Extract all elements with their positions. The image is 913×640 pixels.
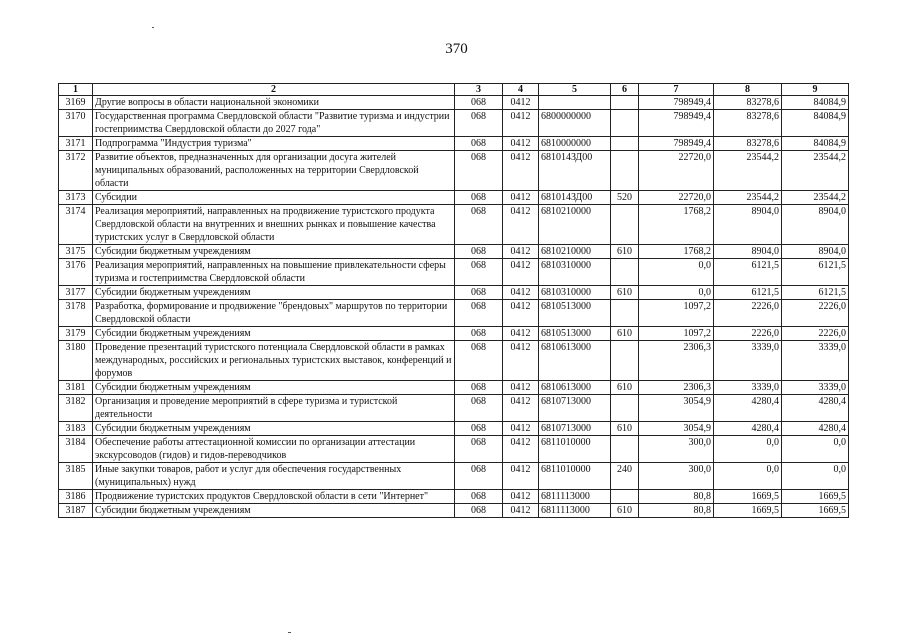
amount-col8: 3339,0	[714, 381, 782, 395]
header-cell: 4	[503, 84, 539, 96]
amount-col9: 23544,2	[782, 151, 849, 191]
amount-col8: 83278,6	[714, 96, 782, 110]
row-name: Организация и проведение мероприятий в сфере туризма и туристской деятельности	[93, 395, 455, 422]
amount-col7: 2306,3	[639, 341, 714, 381]
code-ministry: 068	[455, 504, 503, 518]
code-expense-type	[611, 110, 639, 137]
row-name: Продвижение туристских продуктов Свердловской области в сети "Интернет"	[93, 490, 455, 504]
row-number: 3169	[59, 96, 93, 110]
row-name: Проведение презентаций туристского потенциала Свердловской области в рамках международных, российских и региональных туристских выставок, конференций и форумов	[93, 341, 455, 381]
amount-col7: 1768,2	[639, 245, 714, 259]
code-target: 681014ЗД00	[539, 151, 611, 191]
amount-col8: 2226,0	[714, 327, 782, 341]
amount-col7: 300,0	[639, 463, 714, 490]
row-number: 3183	[59, 422, 93, 436]
code-target: 6811010000	[539, 436, 611, 463]
code-expense-type: 610	[611, 504, 639, 518]
code-ministry: 068	[455, 110, 503, 137]
row-number: 3181	[59, 381, 93, 395]
row-number: 3179	[59, 327, 93, 341]
header-cell: 5	[539, 84, 611, 96]
amount-col7: 300,0	[639, 436, 714, 463]
table-row	[59, 110, 849, 137]
amount-col7: 0,0	[639, 259, 714, 286]
page-number: 370	[445, 41, 468, 57]
amount-col8: 4280,4	[714, 395, 782, 422]
row-name: Субсидии бюджетным учреждениям	[93, 245, 455, 259]
amount-col9: 6121,5	[782, 259, 849, 286]
code-ministry: 068	[455, 436, 503, 463]
code-ministry: 068	[455, 490, 503, 504]
row-number: 3185	[59, 463, 93, 490]
code-section: 0412	[503, 490, 539, 504]
table-row	[59, 463, 849, 490]
code-target: 6810513000	[539, 327, 611, 341]
code-expense-type	[611, 395, 639, 422]
amount-col7: 22720,0	[639, 151, 714, 191]
code-ministry: 068	[455, 395, 503, 422]
amount-col9: 4280,4	[782, 395, 849, 422]
code-target: 6810000000	[539, 137, 611, 151]
code-expense-type: 240	[611, 463, 639, 490]
code-section: 0412	[503, 436, 539, 463]
amount-col9: 84084,9	[782, 110, 849, 137]
table-body	[59, 96, 849, 518]
row-number: 3173	[59, 191, 93, 205]
code-section: 0412	[503, 327, 539, 341]
code-target: 6810210000	[539, 245, 611, 259]
row-number: 3184	[59, 436, 93, 463]
code-section: 0412	[503, 300, 539, 327]
header-cell: 9	[782, 84, 849, 96]
row-name: Подпрограмма "Индустрия туризма"	[93, 137, 455, 151]
code-target: 6810613000	[539, 381, 611, 395]
code-target: 6810310000	[539, 286, 611, 300]
code-target: 6810310000	[539, 259, 611, 286]
amount-col9: 0,0	[782, 463, 849, 490]
header-cell: 6	[611, 84, 639, 96]
amount-col9: 84084,9	[782, 96, 849, 110]
code-section: 0412	[503, 137, 539, 151]
amount-col9: 3339,0	[782, 341, 849, 381]
amount-col8: 1669,5	[714, 490, 782, 504]
code-section: 0412	[503, 395, 539, 422]
amount-col9: 1669,5	[782, 490, 849, 504]
code-expense-type	[611, 259, 639, 286]
budget-table	[58, 83, 849, 518]
table-row	[59, 395, 849, 422]
amount-col7: 3054,9	[639, 422, 714, 436]
amount-col9: 2226,0	[782, 300, 849, 327]
row-number: 3171	[59, 137, 93, 151]
table-row	[59, 381, 849, 395]
code-ministry: 068	[455, 151, 503, 191]
amount-col9: 4280,4	[782, 422, 849, 436]
code-target: 6800000000	[539, 110, 611, 137]
code-section: 0412	[503, 381, 539, 395]
table-row	[59, 341, 849, 381]
code-section: 0412	[503, 341, 539, 381]
header-cell: 7	[639, 84, 714, 96]
table-row	[59, 286, 849, 300]
amount-col7: 1097,2	[639, 327, 714, 341]
table-row	[59, 205, 849, 245]
code-ministry: 068	[455, 381, 503, 395]
row-number: 3182	[59, 395, 93, 422]
row-name: Реализация мероприятий, направленных на повышение привлекательности сферы туризма и гостеприимства Свердловской области	[93, 259, 455, 286]
row-name: Субсидии бюджетным учреждениям	[93, 327, 455, 341]
code-target: 6810713000	[539, 422, 611, 436]
amount-col9: 8904,0	[782, 205, 849, 245]
code-target: 6811113000	[539, 490, 611, 504]
header-cell: 8	[714, 84, 782, 96]
code-target: 681014ЗД00	[539, 191, 611, 205]
table-row	[59, 259, 849, 286]
amount-col8: 6121,5	[714, 286, 782, 300]
code-section: 0412	[503, 96, 539, 110]
code-target: 6811010000	[539, 463, 611, 490]
row-name: Государственная программа Свердловской области "Развитие туризма и индустрии гостеприимства Свердловской области до 2027 года"	[93, 110, 455, 137]
code-section: 0412	[503, 205, 539, 245]
code-ministry: 068	[455, 96, 503, 110]
code-section: 0412	[503, 191, 539, 205]
amount-col8: 6121,5	[714, 259, 782, 286]
code-section: 0412	[503, 245, 539, 259]
row-number: 3187	[59, 504, 93, 518]
table-row	[59, 191, 849, 205]
amount-col8: 4280,4	[714, 422, 782, 436]
code-expense-type	[611, 341, 639, 381]
table-row	[59, 327, 849, 341]
amount-col9: 3339,0	[782, 381, 849, 395]
row-number: 3175	[59, 245, 93, 259]
amount-col8: 23544,2	[714, 191, 782, 205]
code-expense-type	[611, 205, 639, 245]
amount-col9: 23544,2	[782, 191, 849, 205]
amount-col8: 3339,0	[714, 341, 782, 381]
code-ministry: 068	[455, 300, 503, 327]
row-name: Обеспечение работы аттестационной комиссии по организации аттестации экскурсоводов (гидов) и гидов-переводчиков	[93, 436, 455, 463]
amount-col7: 80,8	[639, 504, 714, 518]
code-ministry: 068	[455, 422, 503, 436]
code-expense-type	[611, 490, 639, 504]
scan-speck	[288, 632, 291, 633]
row-name: Иные закупки товаров, работ и услуг для обеспечения государственных (муниципальных) нужд	[93, 463, 455, 490]
header-cell: 1	[59, 84, 93, 96]
code-ministry: 068	[455, 463, 503, 490]
code-expense-type: 610	[611, 381, 639, 395]
table-row	[59, 504, 849, 518]
amount-col7: 1097,2	[639, 300, 714, 327]
amount-col7: 80,8	[639, 490, 714, 504]
table-row	[59, 137, 849, 151]
header-cell: 2	[93, 84, 455, 96]
amount-col7: 3054,9	[639, 395, 714, 422]
amount-col8: 1669,5	[714, 504, 782, 518]
row-name: Реализация мероприятий, направленных на продвижение туристского продукта Свердловской области на внутренних и внешних рынках и повышение качества туристских услуг в Свердловской области	[93, 205, 455, 245]
table-row	[59, 436, 849, 463]
row-number: 3170	[59, 110, 93, 137]
code-expense-type: 610	[611, 327, 639, 341]
row-number: 3176	[59, 259, 93, 286]
row-number: 3174	[59, 205, 93, 245]
row-name: Субсидии бюджетным учреждениям	[93, 381, 455, 395]
table-row	[59, 96, 849, 110]
amount-col7: 22720,0	[639, 191, 714, 205]
code-section: 0412	[503, 110, 539, 137]
code-section: 0412	[503, 504, 539, 518]
code-expense-type: 610	[611, 286, 639, 300]
code-expense-type	[611, 137, 639, 151]
row-number: 3177	[59, 286, 93, 300]
code-target: 6811113000	[539, 504, 611, 518]
code-target	[539, 96, 611, 110]
table-row	[59, 245, 849, 259]
header-row	[59, 84, 849, 96]
code-expense-type: 520	[611, 191, 639, 205]
code-expense-type	[611, 436, 639, 463]
code-ministry: 068	[455, 245, 503, 259]
amount-col9: 8904,0	[782, 245, 849, 259]
table-row	[59, 422, 849, 436]
code-target: 6810613000	[539, 341, 611, 381]
code-ministry: 068	[455, 259, 503, 286]
amount-col9: 84084,9	[782, 137, 849, 151]
code-target: 6810513000	[539, 300, 611, 327]
code-ministry: 068	[455, 341, 503, 381]
amount-col8: 2226,0	[714, 300, 782, 327]
row-name: Субсидии	[93, 191, 455, 205]
code-ministry: 068	[455, 137, 503, 151]
code-expense-type	[611, 96, 639, 110]
code-ministry: 068	[455, 327, 503, 341]
row-name: Развитие объектов, предназначенных для организации досуга жителей муниципальных образований, расположенных на территории Свердловской области	[93, 151, 455, 191]
amount-col9: 1669,5	[782, 504, 849, 518]
amount-col8: 83278,6	[714, 110, 782, 137]
code-expense-type	[611, 151, 639, 191]
header-cell: 3	[455, 84, 503, 96]
code-section: 0412	[503, 151, 539, 191]
table-row	[59, 300, 849, 327]
code-ministry: 068	[455, 205, 503, 245]
amount-col8: 0,0	[714, 463, 782, 490]
amount-col8: 8904,0	[714, 205, 782, 245]
code-expense-type: 610	[611, 245, 639, 259]
code-ministry: 068	[455, 286, 503, 300]
amount-col7: 798949,4	[639, 96, 714, 110]
amount-col9: 0,0	[782, 436, 849, 463]
amount-col7: 798949,4	[639, 110, 714, 137]
amount-col8: 8904,0	[714, 245, 782, 259]
amount-col7: 1768,2	[639, 205, 714, 245]
code-expense-type	[611, 300, 639, 327]
row-number: 3178	[59, 300, 93, 327]
code-section: 0412	[503, 286, 539, 300]
amount-col9: 6121,5	[782, 286, 849, 300]
amount-col8: 0,0	[714, 436, 782, 463]
amount-col9: 2226,0	[782, 327, 849, 341]
amount-col7: 0,0	[639, 286, 714, 300]
code-target: 6810713000	[539, 395, 611, 422]
row-name: Субсидии бюджетным учреждениям	[93, 504, 455, 518]
code-ministry: 068	[455, 191, 503, 205]
code-target: 6810210000	[539, 205, 611, 245]
code-section: 0412	[503, 463, 539, 490]
code-section: 0412	[503, 422, 539, 436]
row-number: 3180	[59, 341, 93, 381]
table-row	[59, 490, 849, 504]
row-name: Разработка, формирование и продвижение "брендовых" маршрутов по территории Свердловской области	[93, 300, 455, 327]
amount-col7: 2306,3	[639, 381, 714, 395]
row-name: Субсидии бюджетным учреждениям	[93, 422, 455, 436]
amount-col8: 83278,6	[714, 137, 782, 151]
row-name: Другие вопросы в области национальной экономики	[93, 96, 455, 110]
scan-speck	[152, 27, 154, 28]
amount-col8: 23544,2	[714, 151, 782, 191]
code-expense-type: 610	[611, 422, 639, 436]
code-section: 0412	[503, 259, 539, 286]
table-row	[59, 151, 849, 191]
amount-col7: 798949,4	[639, 137, 714, 151]
row-number: 3186	[59, 490, 93, 504]
row-name: Субсидии бюджетным учреждениям	[93, 286, 455, 300]
row-number: 3172	[59, 151, 93, 191]
